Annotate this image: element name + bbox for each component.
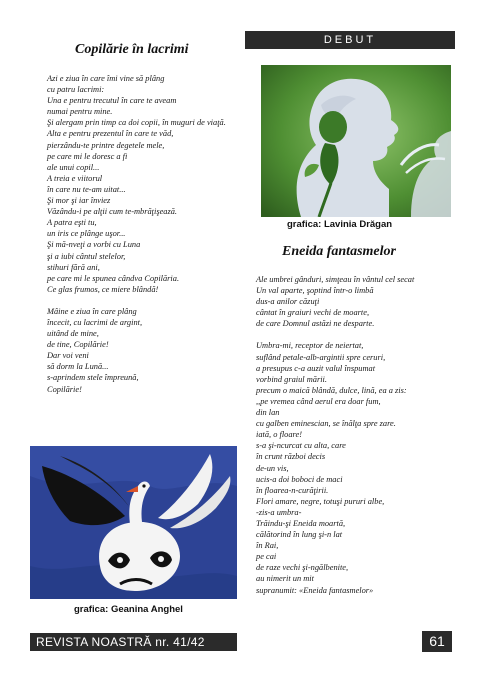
poem-line: Dar voi veni — [47, 351, 89, 361]
poem-line: de raze vechi şi-ngălbenite, — [256, 563, 349, 573]
poem-line: Şi mor şi iar înviez — [47, 196, 111, 206]
poem-line: călătorind în lung şi-n lat — [256, 530, 343, 540]
poem-line: pierzându-te printre degetele mele, — [47, 140, 165, 150]
poem-line: în care nu te-am uitat... — [47, 184, 126, 194]
poem-line: Trăindu-şi Eneida moartă, — [256, 518, 346, 528]
poem-line: a presupus c-a auzit valul înspumat — [256, 363, 376, 373]
poem-line: încecit, cu lacrimi de argint, — [47, 317, 143, 327]
poem-line: Un val aparte, şoptind într-o limbă — [256, 286, 374, 296]
poem-line: precum o maică blândă, dulce, lină, ea a zis: — [256, 385, 407, 395]
poem-line: s-a şi-ncurcat cu alta, care — [256, 441, 346, 451]
poem-line: Mâine e ziua în care plâng — [47, 306, 137, 316]
poem-line: suflând petale-alb-argintii spre ceruri, — [256, 352, 386, 362]
poem-line: pe care mi le spunea cândva Copilăria. — [47, 273, 180, 283]
poem-line: dus-a anilor căzuţi — [256, 297, 320, 307]
swan-illustration — [30, 446, 237, 599]
poem-line: din lan — [256, 408, 280, 418]
poem-line: A patra eşti tu, — [47, 218, 97, 228]
poem-line: supranumit: «Eneida fantasmelor» — [256, 585, 374, 595]
poem-line: Şi mă-nveţi a vorbi cu Luna — [47, 240, 141, 250]
poem-line: ale unui copil... — [47, 162, 100, 172]
poem-line: Şi alergam prin timp ca doi copii, în muguri de viaţă. — [47, 118, 226, 128]
poem-line: pe cai — [256, 552, 277, 562]
poem-line: cu patru lacrimi: — [47, 85, 105, 95]
poem-line: iată, o floare! — [256, 430, 302, 440]
poem-line: un iris ce plânge uşor... — [47, 229, 126, 239]
poem-line: în Rai, — [256, 541, 279, 551]
poem-line: şi a iubi cântul stelelor, — [47, 251, 126, 261]
poem-body-left — [47, 73, 226, 395]
poem-line: Văzându-i pe alţii cum te-mbrăţişează. — [47, 207, 178, 217]
poem-line: Alta e pentru prezentul în care te văd, — [47, 129, 174, 139]
poem-line: Ce glas frumos, ce miere blândă! — [47, 284, 159, 294]
poem-line: cântat în graiuri vechi de moarte, — [256, 308, 370, 318]
stanza-gap — [47, 295, 226, 306]
poem-line: Ale umbrei gânduri, simţeau în vântul cel secat — [256, 275, 415, 284]
poem-line: ucis-a doi boboci de maci — [256, 474, 343, 484]
poem-line: Una e pentru trecutul în care te aveam — [47, 96, 177, 106]
poem-line: Flori amare, negre, totuşi pururi albe, — [256, 496, 385, 506]
poem-line: să dorm la Lună... — [47, 362, 109, 372]
artwork-swan — [30, 446, 237, 599]
poem-line: A treia e viitorul — [47, 173, 103, 183]
poem-line: pe care mi le doresc a fi — [47, 151, 128, 161]
poem-title-left: Copilărie în lacrimi — [75, 42, 189, 57]
poem-body-right — [256, 274, 414, 596]
page-number: 61 — [422, 631, 452, 652]
poem-line: de-un vis, — [256, 463, 289, 473]
poem-line: de tine, Copilărie! — [47, 340, 109, 350]
poem-title-right: Eneida fantasmelor — [282, 244, 396, 259]
poem-line: -zis-a umbra- — [256, 507, 302, 517]
stanza-gap — [256, 329, 414, 340]
poem-line: stihuri fără ani, — [47, 262, 100, 272]
section-tag: DEBUT — [245, 31, 455, 49]
poem-line: numai pentru mine. — [47, 107, 113, 117]
poem-line: Azi e ziua în care îmi vine să plâng — [47, 74, 165, 83]
woman-silhouette-illustration — [261, 65, 451, 217]
magazine-footer: REVISTA NOASTRĂ nr. 41/42 — [30, 633, 237, 651]
poem-line: Copilărie! — [47, 384, 82, 394]
poem-line: de care Domnul astăzi ne desparte. — [256, 319, 375, 329]
poem-line: în floarea-n-curăţirii. — [256, 485, 329, 495]
poem-line: Umbra-mi, receptor de neiertat, — [256, 341, 364, 351]
poem-line: ,,pe vremea când aerul era doar fum, — [256, 396, 381, 406]
poem-line: s-aprindem stele împreună, — [47, 373, 139, 383]
poem-line: în crunt război decis — [256, 452, 326, 462]
poem-line: cu galben eminescian, se înălţa spre zare. — [256, 419, 396, 429]
artwork-caption-top: grafica: Lavinia Drăgan — [287, 219, 393, 230]
poem-line: vorbind graiul mării. — [256, 374, 327, 384]
artwork-caption-bottom: grafica: Geanina Anghel — [74, 604, 183, 615]
artwork-woman-silhouette — [261, 65, 451, 217]
poem-line: au nimerit un mit — [256, 574, 314, 584]
poem-line: uitând de mine, — [47, 329, 99, 339]
